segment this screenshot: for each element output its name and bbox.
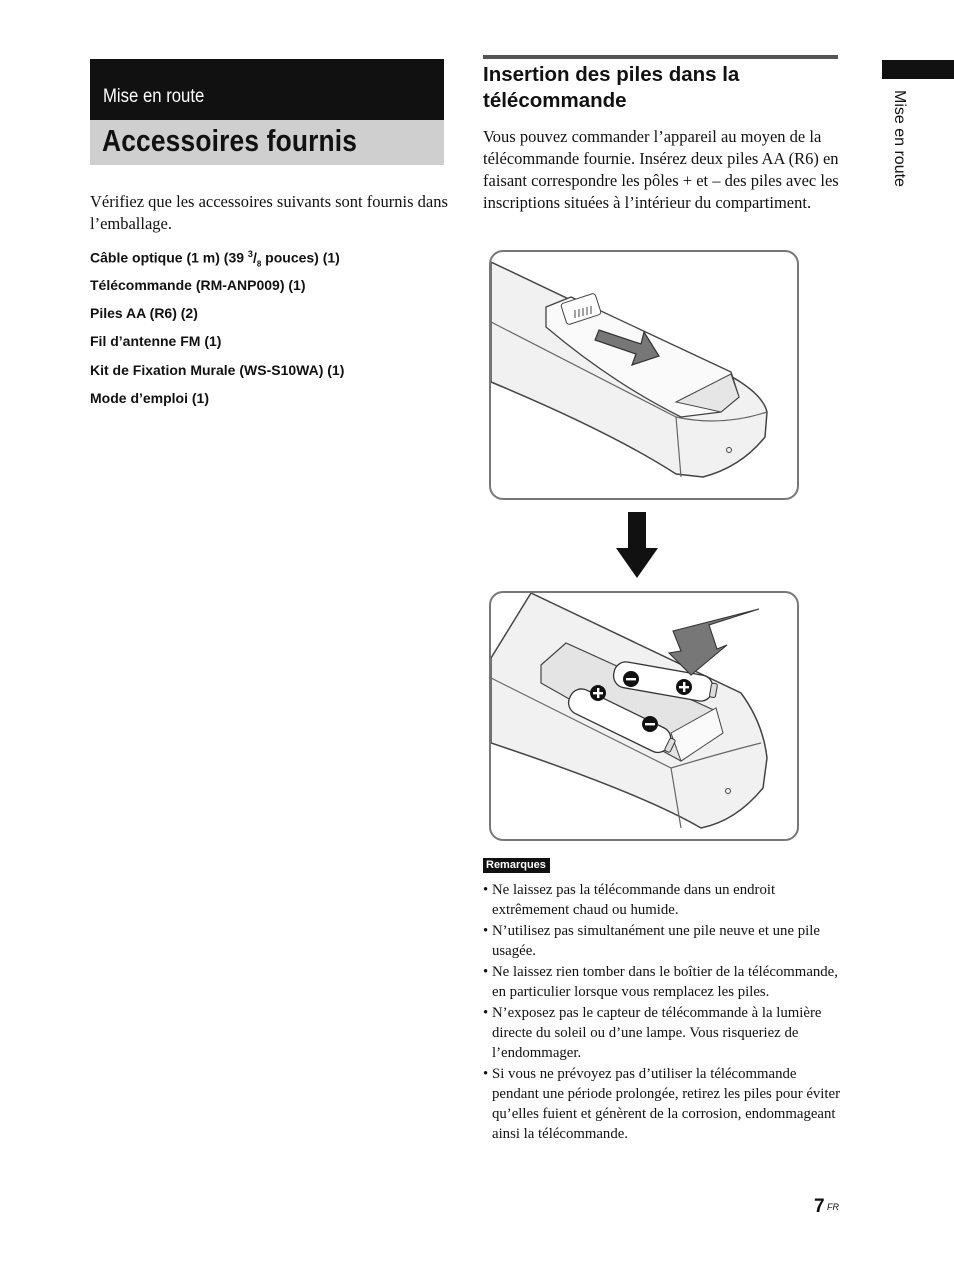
accessory-item: Kit de Fixation Murale (WS-S10WA) (1) <box>90 362 345 378</box>
side-tab-bar <box>882 60 954 79</box>
page-language: FR <box>827 1202 839 1212</box>
page-number: 7 <box>814 1196 825 1217</box>
body-text: Vous pouvez commander l’appareil au moyen de la télécommande fournie. Insérez deux piles AA (R6) en faisant correspondre les pôles + et – des piles avec les inscriptions situées à l’intérieur du compartiment. <box>483 127 839 212</box>
remote-cover-illustration <box>489 250 799 500</box>
side-tab-label: Mise en route <box>891 90 908 187</box>
intro-text: Vérifiez que les accessoires suivants sont fournis dans l’emballage. <box>90 192 448 233</box>
remarks-label: Remarques <box>483 858 550 873</box>
section-title: Mise en route <box>103 86 205 107</box>
accessory-item: Télécommande (RM-ANP009) (1) <box>90 277 306 293</box>
arrow-down-icon <box>616 512 658 578</box>
page-title: Accessoires fournis <box>102 123 358 158</box>
battery-insertion-illustration <box>489 591 799 841</box>
accessory-item: Mode d’emploi (1) <box>90 390 209 406</box>
heading-rule <box>483 55 838 59</box>
accessory-item: Fil d’antenne FM (1) <box>90 333 222 349</box>
list-item: • Si vous ne prévoyez pas d’utiliser la télécommande pendant une période prolongée, retirez les piles pour éviter qu’elles fuient et génèrent de la corrosion, endommageant ainsi la télécommande. <box>483 1064 843 1144</box>
list-item: • Ne laissez pas la télécommande dans un endroit extrêmement chaud ou humide. <box>483 880 843 920</box>
accessory-item: Câble optique (1 m) (39 $^3/_8$ pouces) (1) <box>90 249 340 269</box>
accessory-item: Piles AA (R6) (2) <box>90 305 198 321</box>
section-heading: Insertion des piles dans la télécommande <box>483 63 740 112</box>
remarks-list <box>483 880 843 1145</box>
list-item: • N’exposez pas le capteur de télécommande à la lumière directe du soleil ou d’une lampe. Vous risqueriez de l’endommager. <box>483 1003 843 1063</box>
list-item: • N’utilisez pas simultanément une pile neuve et une pile usagée. <box>483 921 843 961</box>
list-item: • Ne laissez rien tomber dans le boîtier de la télécommande, en particulier lorsque vous remplacez les piles. <box>483 962 843 1002</box>
